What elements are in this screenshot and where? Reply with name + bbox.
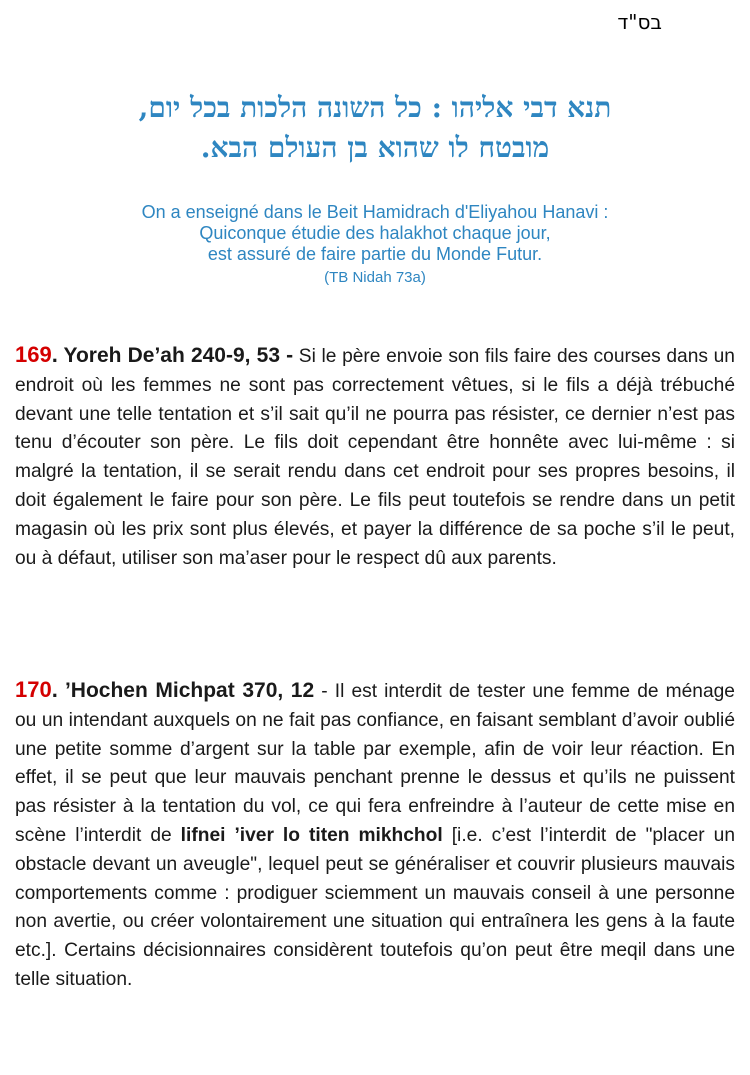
hebrew-quote	[0, 88, 750, 168]
section-170	[15, 676, 735, 995]
section-dot: .	[51, 677, 58, 702]
section-169	[15, 341, 735, 573]
hebrew-line-1: תנא דבי אליהו : כל השונה הלכות בכל יום,	[138, 91, 612, 124]
bsd-header: בס"ד	[617, 10, 662, 34]
quote-source: (TB Nidah 73a)	[324, 269, 426, 286]
section-text: Si le père envoie son fils faire des courses dans un endroit où les femmes ne sont pas correctement vêtues, si le fils a déjà trébuché devant une telle tentation et s’il sait qu’il ne pourra pas résister, ce dernier n’est pas tenu d’écouter son père. Le fils doit cependant être honnête avec lui-même : si malgré la tentation, il se serait rendu dans cet endroit pour ses propres besoins, il doit également le faire pour son père. Le fils peut toutefois se rendre dans un petit magasin où les prix sont plus élevés, et payer la différence de sa poche s’il le peut, ou à défaut, utiliser son ma’aser pour le respect dû aux parents.	[15, 346, 735, 569]
french-line-2: Quiconque étudie des halakhot chaque jour,	[199, 223, 551, 243]
hebrew-line-2: מובטח לו שהוא בן העולם הבא.	[200, 131, 550, 164]
french-line-3: est assuré de faire partie du Monde Futur.	[207, 244, 543, 264]
section-text-part-2: [i.e. c’est l’interdit de "placer un obstacle devant un aveugle", lequel peut se généraliser et couvrir plusieurs mauvais comportements comme : prodiguer sciemment un mauvais conseil à une personne non avertie, ou créer volontairement une situation qui entraînera les gens à la faute etc.]. Certains décisionnaires considèrent toutefois qu’on peut être meqil dans une telle situation.	[15, 824, 735, 990]
french-line-1: On a enseigné dans le Beit Hamidrach d'Eliyahou Hanavi :	[141, 202, 609, 222]
section-reference: ’Hochen Michpat 370, 12	[64, 679, 315, 702]
bold-term: lifnei ’iver lo titen mikhchol	[180, 824, 443, 846]
section-reference: Yoreh De’ah 240-9, 53 -	[63, 344, 294, 367]
section-number: 169	[15, 342, 52, 367]
section-dot: .	[51, 342, 58, 367]
french-translation	[0, 202, 750, 288]
section-text-part-1: - Il est interdit de tester une femme de ménage ou un intendant auxquels on ne fait pas confiance, en faisant semblant d’avoir oublié une petite somme d’argent sur la table par exemple, afin de voir leur réaction. En effet, il se peut que leur mauvais penchant prenne le dessus et qu’ils ne puissent pas résister à la tentation du vol, ce qui fera enfreindre à l’auteur de cette mise en scène l’interdit de	[15, 681, 735, 846]
section-number: 170	[15, 677, 52, 702]
